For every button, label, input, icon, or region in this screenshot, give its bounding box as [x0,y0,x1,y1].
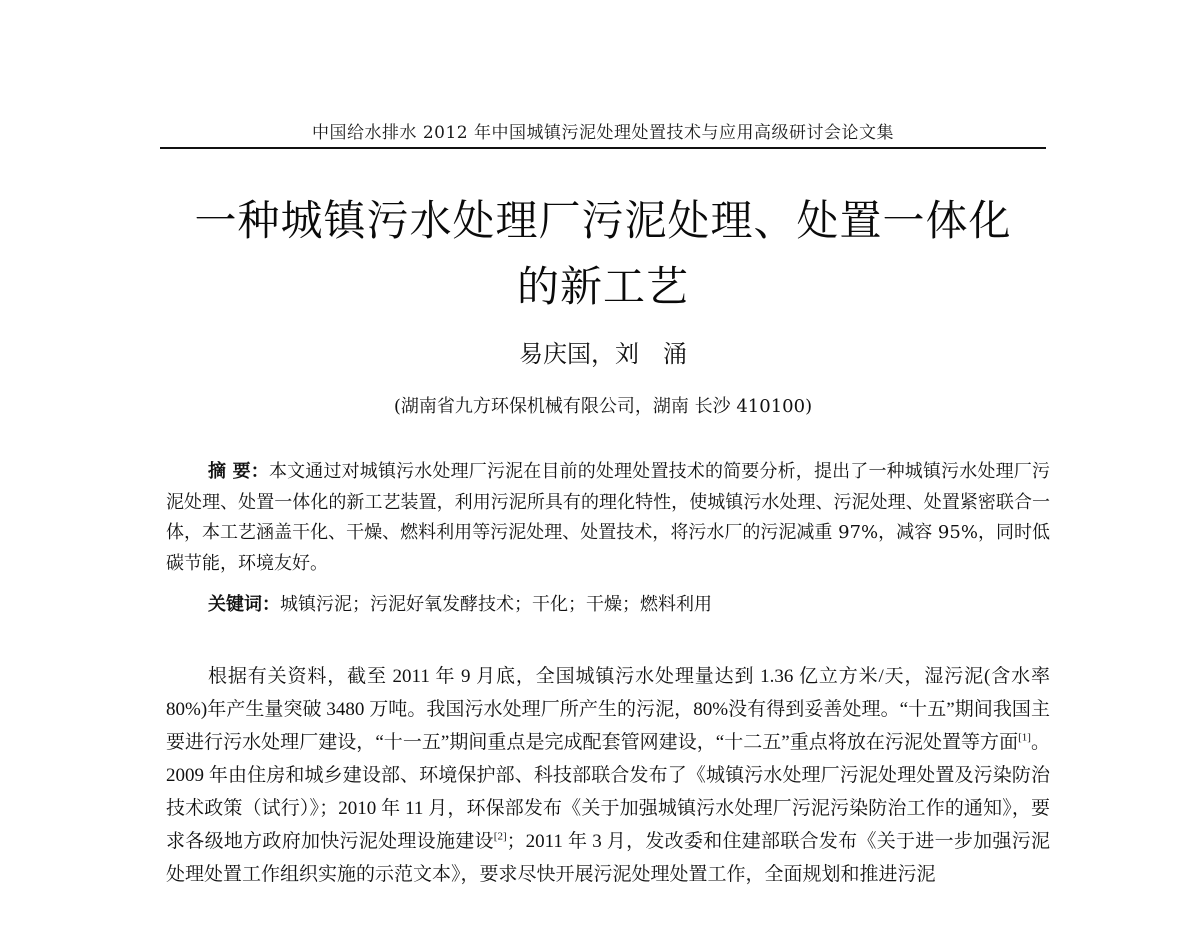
keywords-text: 城镇污泥；污泥好氧发酵技术；干化；干燥；燃料利用 [280,594,712,615]
body-text-part-3: ；2011 年 3 月，发改委和住建部联合发布《关于进一步加强污泥处理处置工作组织实施的示范文本》，要求尽快开展污泥处理处置工作，全面规划和推进污泥 [166,831,1050,885]
paper-title [150,188,1056,320]
header-divider [160,147,1046,149]
abstract-label: 摘 要： [208,461,269,482]
authors: 易庆国，刘 涌 [519,340,687,368]
affiliation: (湖南省九方环保机械有限公司，湖南 长沙 410100) [393,396,813,417]
body-text-part-2: 。2009 年由住房和城乡建设部、环境保护部、科技部联合发布了《城镇污水处理厂污泥处理处置及污染防治技术政策（试行）》；2010 年 11 月，环保部发布《关于加强城镇污水处理厂污泥污染防治工作的通知》，要求各级地方政府加快污泥处理设施建设 [166,732,1050,852]
title-line-2: 的新工艺 [516,262,689,311]
abstract [166,457,1050,579]
running-header: 中国给水排水 2012 年中国城镇污泥处理处置技术与应用高级研讨会论文集 [311,123,895,143]
citation-1: [1] [1018,731,1031,744]
keywords [208,590,1048,620]
title-line-1: 一种城镇污水处理厂污泥处理、处置一体化 [194,196,1012,245]
body-paragraph [166,660,1050,891]
abstract-text: 本文通过对城镇污水处理厂污泥在目前的处理处置技术的简要分析，提出了一种城镇污水处理厂污泥处理、处置一体化的新工艺装置，利用污泥所具有的理化特性，使城镇污水处理、污泥处理、处置紧密联合一体，本工艺涵盖干化、干燥、燃料利用等污泥处理、处置技术，将污水厂的污泥减重 97%，减容 95%，同时低碳节能，环境友好。 [166,461,1050,574]
citation-2: [2] [493,830,507,843]
body-text-part-1: 根据有关资料，截至 2011 年 9 月底，全国城镇污水处理量达到 1.36 亿立方米/天，湿污泥(含水率 80%)年产生量突破 3480 万吨。我国污水处理厂所产生的污泥，80%没有得到妥善处理。“十五”期间我国主要进行污水处理厂建设，“十一五”期间重点是完成配套管网建设，“十二五”重点将放在污泥处置等方面 [166,666,1050,753]
keywords-label: 关键词： [208,594,280,615]
